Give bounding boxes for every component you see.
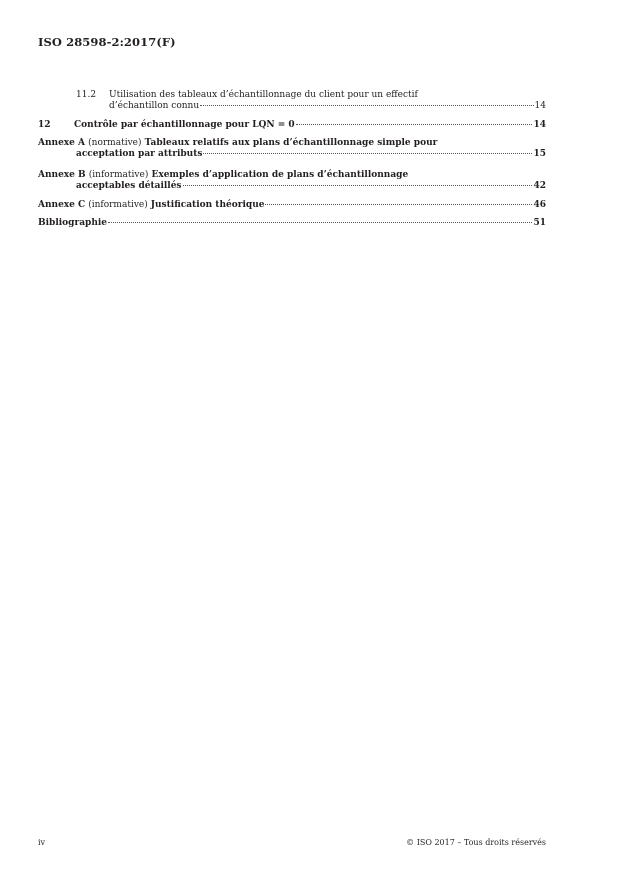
toc-entry-number: 12 xyxy=(38,120,51,130)
toc-entry-page: 46 xyxy=(533,200,546,210)
toc-annex-type: (informative) xyxy=(88,200,148,210)
toc-annex-label: Annexe A xyxy=(38,138,86,148)
toc-annex-label: Annexe B xyxy=(38,170,86,180)
toc-entry-title-line2: acceptation par attributs xyxy=(76,149,203,159)
toc-annex-type: (normative) xyxy=(88,138,142,148)
toc-entry-title: Justification théorique xyxy=(150,200,265,210)
toc-entry-number: 11.2 xyxy=(76,90,97,100)
toc-entry-page: 14 xyxy=(534,101,546,111)
toc-entry-12[interactable] xyxy=(38,120,546,131)
toc-entry-page: 51 xyxy=(533,218,546,228)
footer-page-number: iv xyxy=(38,838,46,847)
toc-annex-type: (informative) xyxy=(88,170,149,180)
toc-entry-title: Bibliographie xyxy=(38,218,108,228)
toc-entry-11-2[interactable] xyxy=(38,90,546,112)
toc-entry-title: Contrôle par échantillonnage pour LQN = 0 xyxy=(74,120,295,130)
toc-annex-label: Annexe C xyxy=(38,200,86,210)
toc-leader-dots xyxy=(183,185,533,186)
toc-entry-title-line2: acceptables détaillés xyxy=(76,181,182,191)
toc-entry-title-line2: d’échantillon connu xyxy=(109,101,200,111)
page-header-doc-id: ISO 28598-2:2017(F) xyxy=(38,35,176,49)
toc-leader-dots xyxy=(200,105,533,106)
toc-entry-page: 15 xyxy=(533,149,546,159)
footer-copyright: © ISO 2017 – Tous droits réservés xyxy=(406,838,546,847)
toc-entry-title-line1: Exemples d’application de plans d’échantillonnage xyxy=(151,170,409,180)
toc-entry-title-line1: Utilisation des tableaux d’échantillonnage du client pour un effectif xyxy=(109,90,418,100)
toc-entry-title-line1: Tableaux relatifs aux plans d’échantillonnage simple pour xyxy=(144,138,438,148)
toc-entry-annex-a[interactable] xyxy=(38,138,546,160)
toc-leader-dots xyxy=(296,124,533,125)
toc-leader-dots xyxy=(108,222,532,223)
toc-leader-dots xyxy=(265,204,532,205)
toc-entry-bibliography[interactable] xyxy=(38,218,546,229)
toc-entry-page: 42 xyxy=(533,181,546,191)
toc-entry-page: 14 xyxy=(533,120,546,130)
toc-entry-annex-c[interactable] xyxy=(38,200,546,211)
toc-leader-dots xyxy=(203,153,532,154)
toc-entry-annex-b[interactable] xyxy=(38,170,546,192)
